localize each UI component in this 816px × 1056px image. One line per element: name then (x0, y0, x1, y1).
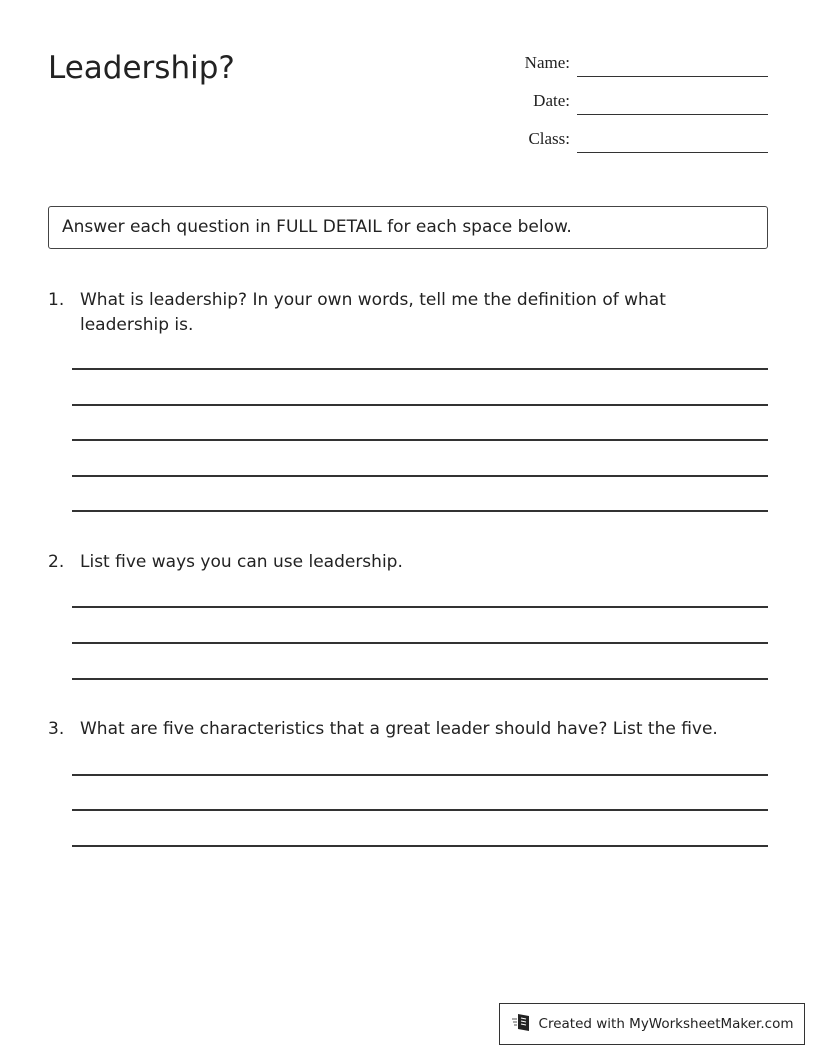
footer-text: Created with MyWorksheetMaker.com (538, 1016, 794, 1032)
worksheet-title: Leadership? (48, 50, 235, 86)
date-label: Date: (533, 91, 570, 110)
worksheet-logo-icon (511, 1012, 533, 1036)
name-field[interactable] (577, 76, 768, 77)
answer-line[interactable] (72, 642, 768, 644)
answer-line[interactable] (72, 678, 768, 680)
question-number: 2. (48, 552, 65, 572)
answer-line[interactable] (72, 774, 768, 776)
answer-line[interactable] (72, 368, 768, 370)
answer-line[interactable] (72, 404, 768, 406)
date-field[interactable] (577, 114, 768, 115)
answer-line[interactable] (72, 475, 768, 477)
answer-line[interactable] (72, 809, 768, 811)
question-text: What is leadership? In your own words, tell me the definition of what leadership is. (80, 290, 666, 335)
instructions-box: Answer each question in FULL DETAIL for each space below. (48, 206, 768, 249)
question-text: What are five characteristics that a great leader should have? List the five. (80, 719, 718, 739)
answer-line[interactable] (72, 845, 768, 847)
question-number: 3. (48, 719, 65, 739)
answer-line[interactable] (72, 510, 768, 512)
footer-credit[interactable] (499, 1003, 805, 1045)
name-label: Name: (524, 53, 570, 72)
answer-line[interactable] (72, 606, 768, 608)
answer-line[interactable] (72, 439, 768, 441)
class-field[interactable] (577, 152, 768, 153)
class-label: Class: (528, 129, 570, 148)
question-text: List five ways you can use leadership. (80, 552, 403, 572)
question-number: 1. (48, 290, 65, 310)
